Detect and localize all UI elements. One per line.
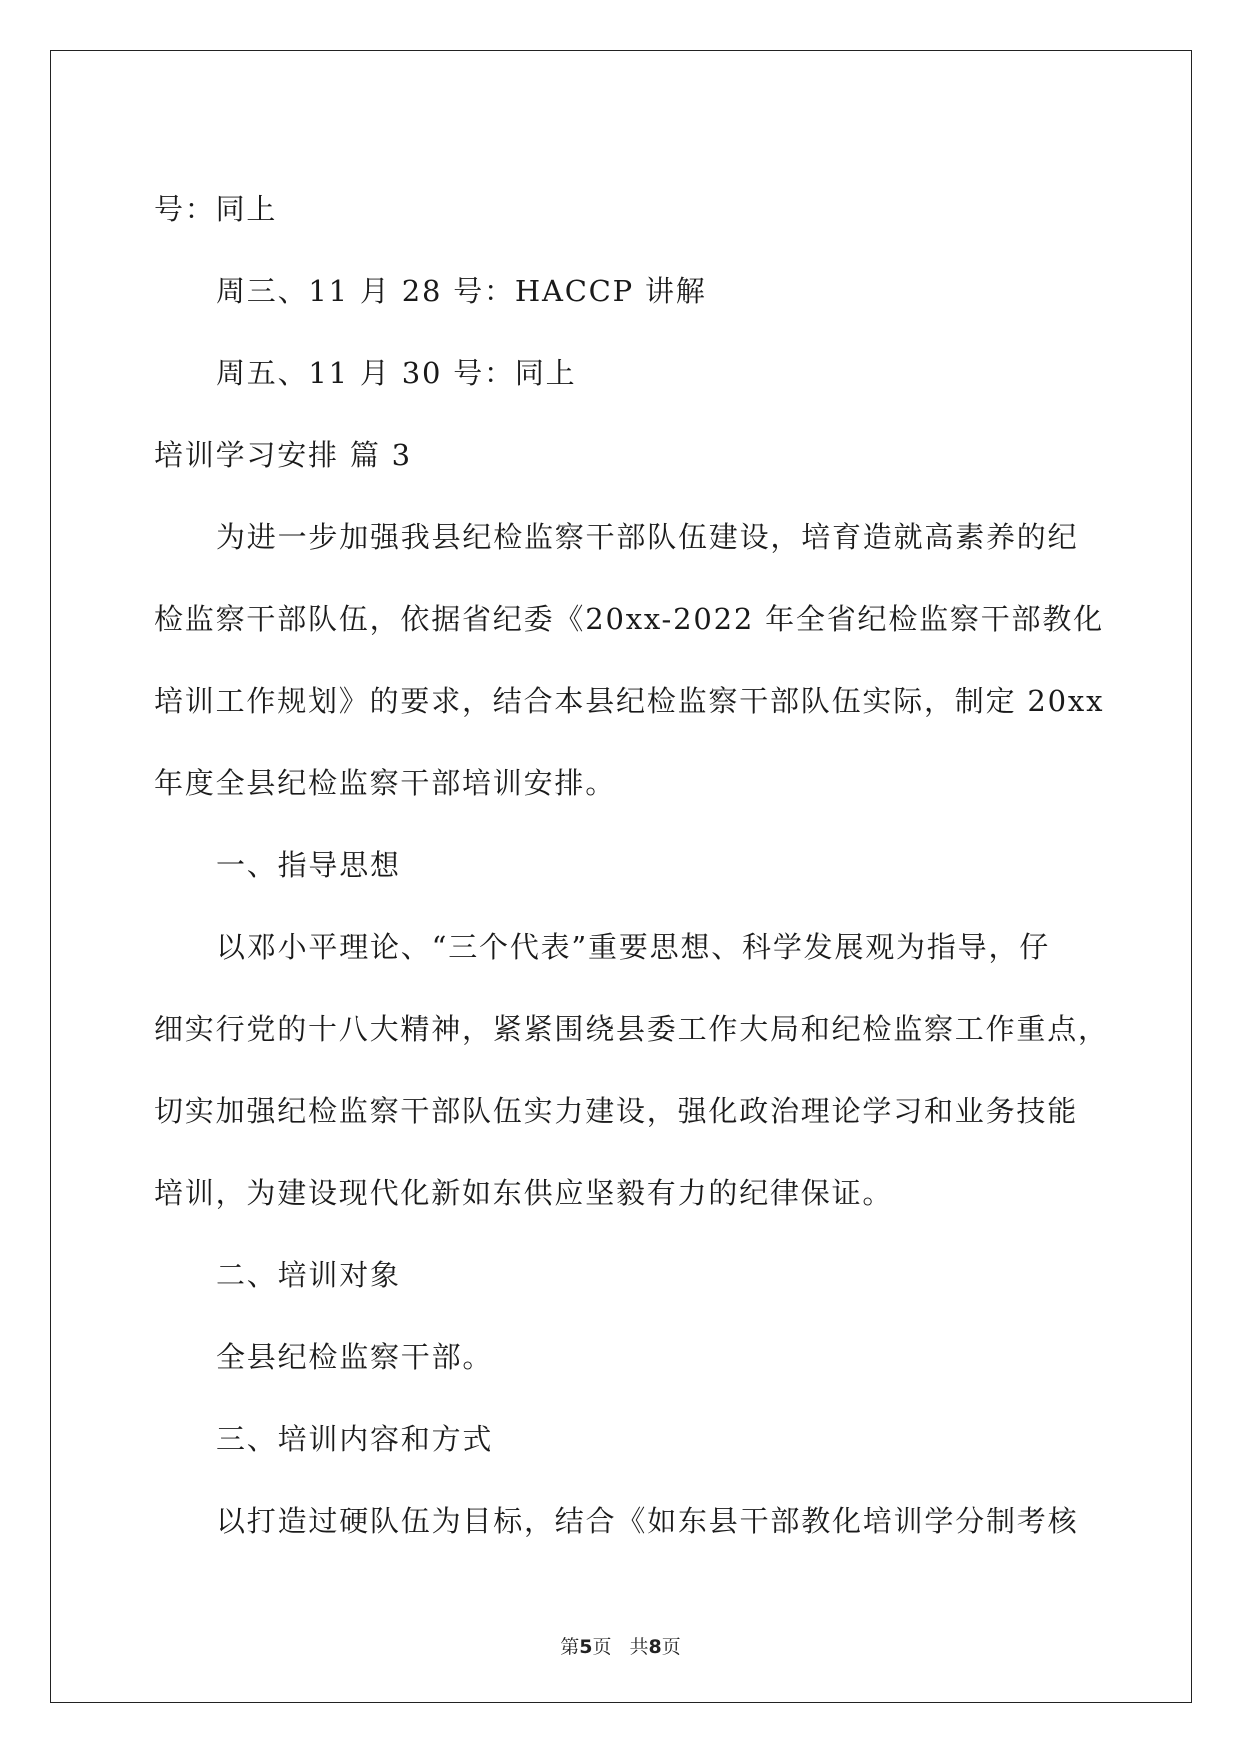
paragraph-line: 培训工作规划》的要求，结合本县纪检监察干部队伍实际，制定 20xx: [154, 684, 1105, 718]
total-suffix: 页: [661, 1636, 681, 1658]
paragraph-line: 检监察干部队伍，依据省纪委《20xx-2022 年全省纪检监察干部教化: [154, 602, 1104, 636]
page-footer: [0, 1636, 1241, 1658]
page-total: 8: [648, 1636, 662, 1658]
subheading-training-content: 三、培训内容和方式: [216, 1422, 494, 1456]
text-line-continuation: 号：同上: [154, 192, 278, 226]
total-prefix: 共: [629, 1636, 649, 1658]
schedule-item-wednesday: 周三、11 月 28 号：HACCP 讲解: [216, 274, 707, 308]
subheading-training-targets: 二、培训对象: [216, 1258, 401, 1292]
paragraph-line: 全县纪检监察干部。: [216, 1340, 494, 1374]
paragraph-line: 为进一步加强我县纪检监察干部队伍建设，培育造就高素养的纪: [216, 520, 1079, 554]
page-suffix: 页: [592, 1636, 612, 1658]
paragraph-line: 年度全县纪检监察干部培训安排。: [154, 766, 617, 800]
paragraph-line: 细实行党的十八大精神，紧紧围绕县委工作大局和纪检监察工作重点，: [154, 1012, 1109, 1046]
paragraph-line: 以邓小平理论、“三个代表”重要思想、科学发展观为指导，仔: [216, 930, 1051, 964]
page-current: 5: [579, 1636, 593, 1658]
schedule-item-friday: 周五、11 月 30 号：同上: [216, 356, 577, 390]
page-prefix: 第: [560, 1636, 580, 1658]
paragraph-line: 培训，为建设现代化新如东供应坚毅有力的纪律保证。: [154, 1176, 894, 1210]
paragraph-line: 以打造过硬队伍为目标，结合《如东县干部教化培训学分制考核: [216, 1504, 1079, 1538]
subheading-guiding-ideology: 一、指导思想: [216, 848, 401, 882]
section-heading: 培训学习安排 篇 3: [154, 438, 412, 472]
document-body: [154, 168, 1109, 1562]
paragraph-line: 切实加强纪检监察干部队伍实力建设，强化政治理论学习和业务技能: [154, 1094, 1079, 1128]
